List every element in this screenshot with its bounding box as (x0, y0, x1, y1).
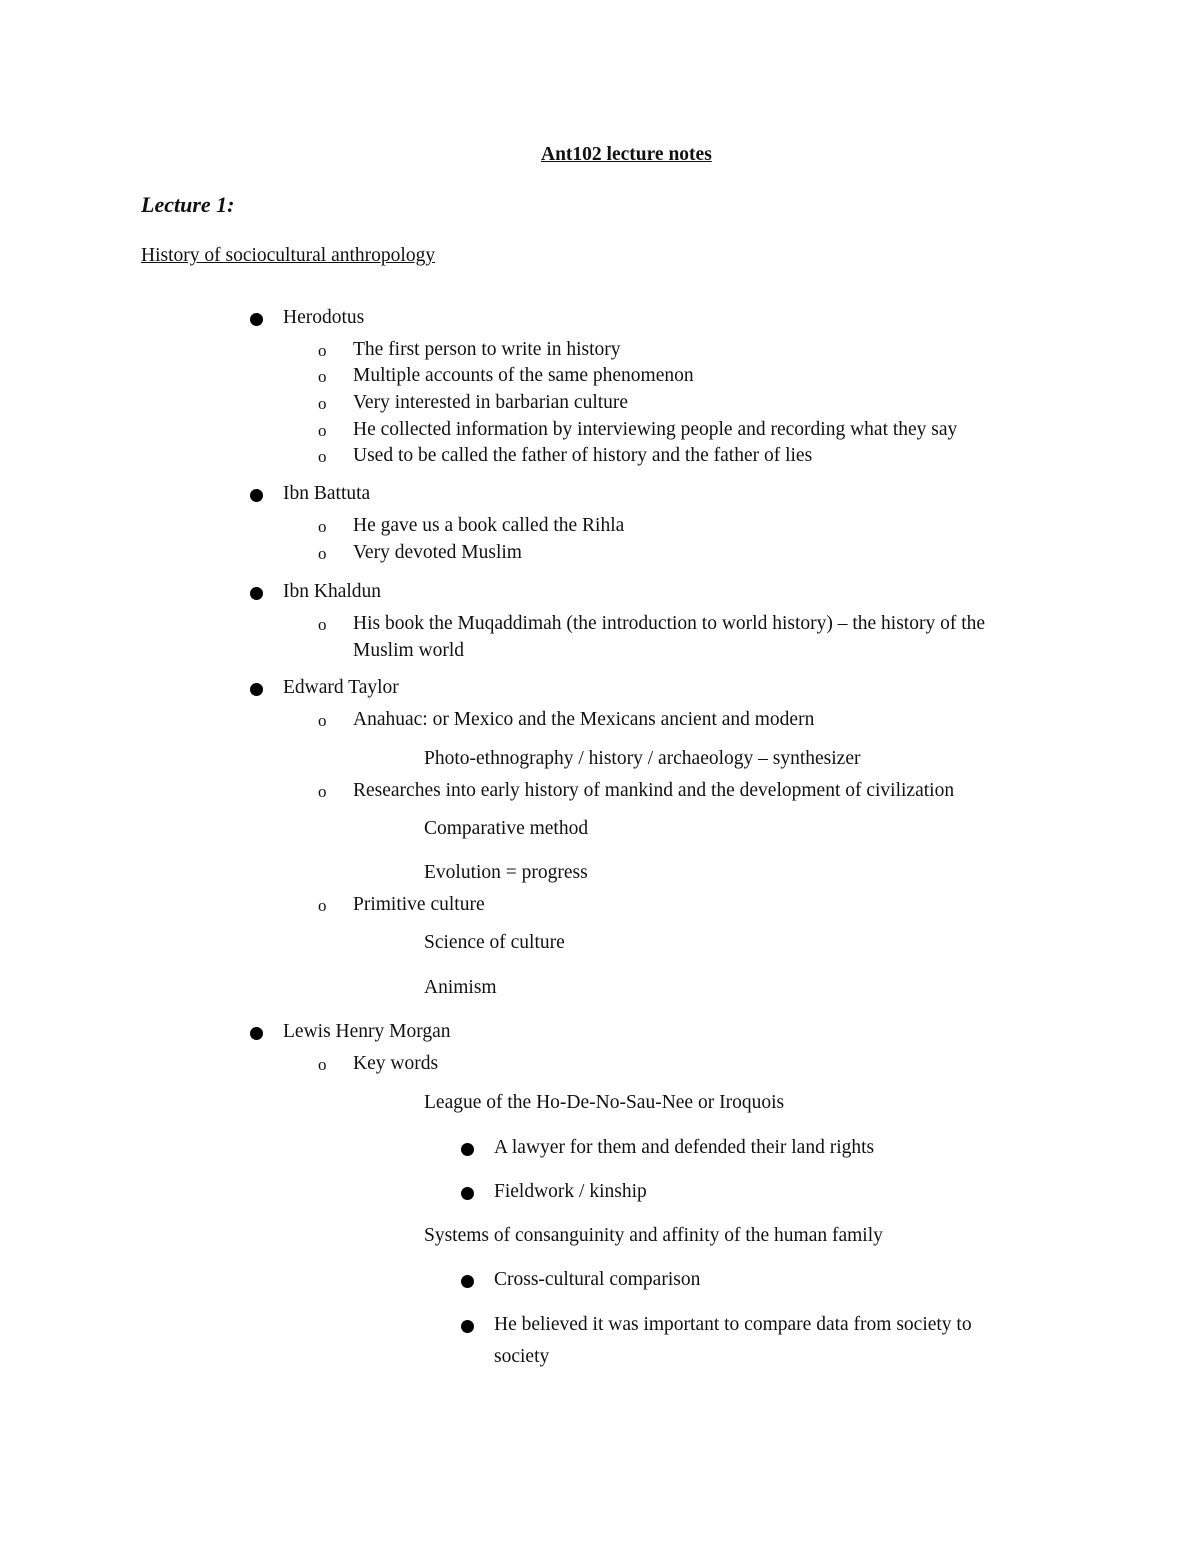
section-heading: History of sociocultural anthropology (141, 245, 436, 266)
list-item: He believed it was important to compare data from society to (494, 1314, 972, 1335)
list-item: The first person to write in history (353, 339, 621, 360)
note-text: Animism (424, 977, 497, 998)
sub-bullet-icon: o (318, 517, 327, 536)
sub-bullet-icon: o (318, 615, 327, 634)
person-edward-taylor: Edward Taylor (283, 677, 399, 698)
person-herodotus: Herodotus (283, 307, 365, 328)
list-item: Used to be called the father of history and the father of lies (353, 445, 813, 466)
note-text: Photo-ethnography / history / archaeology – synthesizer (424, 748, 861, 769)
sub-bullet-icon: o (318, 341, 327, 360)
sub-bullet-icon: o (318, 782, 327, 801)
list-item: He gave us a book called the Rihla (353, 515, 625, 536)
bullet-icon (461, 1320, 474, 1333)
bullet-icon (250, 489, 263, 502)
list-item: His book the Muqaddimah (the introduction to world history) – the history of the (353, 613, 986, 634)
document-title: Ant102 lecture notes (541, 144, 712, 165)
note-text: Science of culture (424, 932, 565, 953)
list-item-continuation: Muslim world (353, 640, 465, 661)
list-item-continuation: society (494, 1346, 550, 1367)
sub-bullet-icon: o (318, 421, 327, 440)
bullet-icon (250, 683, 263, 696)
person-ibn-battuta: Ibn Battuta (283, 483, 371, 504)
list-item: Multiple accounts of the same phenomenon (353, 365, 694, 386)
sub-bullet-icon: o (318, 1055, 327, 1074)
sub-bullet-icon: o (318, 367, 327, 386)
bullet-icon (461, 1187, 474, 1200)
list-item: Primitive culture (353, 894, 485, 915)
person-lewis-henry-morgan: Lewis Henry Morgan (283, 1021, 451, 1042)
sub-bullet-icon: o (318, 544, 327, 563)
bullet-icon (250, 313, 263, 326)
list-item: A lawyer for them and defended their land rights (494, 1137, 875, 1158)
list-item: Cross-cultural comparison (494, 1269, 701, 1290)
list-item: Key words (353, 1053, 439, 1074)
lecture-heading: Lecture 1: (141, 192, 235, 217)
list-item: He collected information by interviewing people and recording what they say (353, 419, 958, 440)
bullet-icon (250, 1027, 263, 1040)
sub-bullet-icon: o (318, 896, 327, 915)
bullet-icon (461, 1143, 474, 1156)
list-item: Very interested in barbarian culture (353, 392, 629, 413)
list-item: Researches into early history of mankind and the development of civilization (353, 780, 955, 801)
sub-bullet-icon: o (318, 711, 327, 730)
note-text: League of the Ho-De-No-Sau-Nee or Iroquois (424, 1092, 785, 1113)
note-text: Comparative method (424, 818, 589, 839)
person-ibn-khaldun: Ibn Khaldun (283, 581, 382, 602)
note-text: Evolution = progress (424, 862, 588, 883)
sub-bullet-icon: o (318, 447, 327, 466)
bullet-icon (250, 587, 263, 600)
list-item: Very devoted Muslim (353, 542, 522, 563)
sub-bullet-icon: o (318, 394, 327, 413)
note-text: Systems of consanguinity and affinity of the human family (424, 1225, 883, 1246)
list-item: Fieldwork / kinship (494, 1181, 647, 1202)
list-item: Anahuac: or Mexico and the Mexicans ancient and modern (353, 709, 815, 730)
bullet-icon (461, 1275, 474, 1288)
